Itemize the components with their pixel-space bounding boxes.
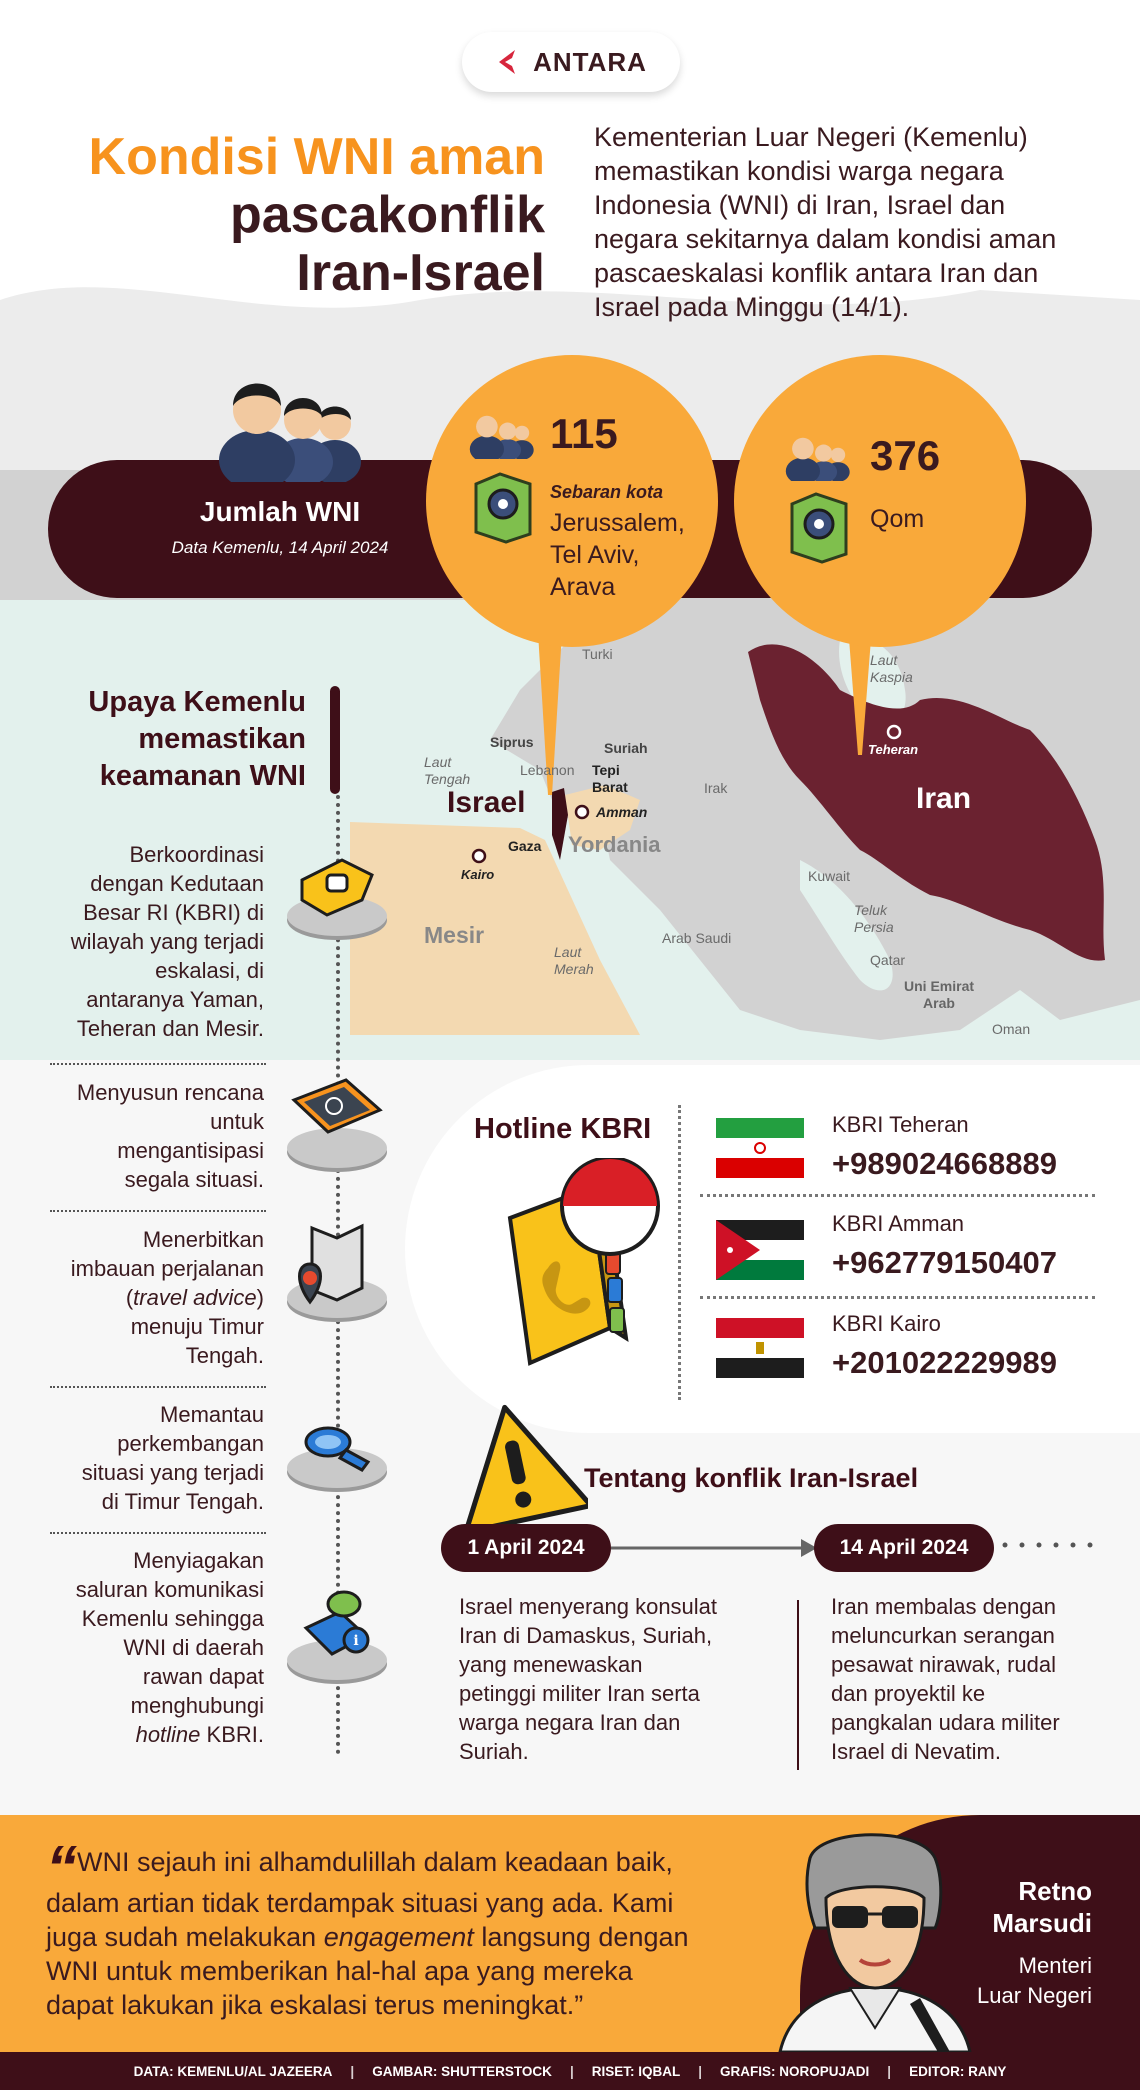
phonebook-indonesia-icon bbox=[490, 1158, 660, 1378]
credits-footer bbox=[0, 2052, 1140, 2090]
map-label-kuwait: Kuwait bbox=[808, 868, 851, 884]
quote-text bbox=[46, 1834, 756, 2022]
step-line: antaranya Yaman, bbox=[86, 987, 264, 1012]
event-line: Israel menyerang konsulat bbox=[459, 1594, 718, 1619]
iran-flag-icon bbox=[716, 1118, 804, 1178]
hotline-divider bbox=[678, 1105, 681, 1400]
timeline-arrow bbox=[611, 1536, 818, 1560]
step-line bbox=[71, 1283, 264, 1312]
step-line: Menyusun rencana bbox=[76, 1080, 264, 1105]
hotline-row-separator bbox=[700, 1296, 1095, 1299]
step-line: Menyiagakan bbox=[133, 1548, 264, 1573]
step-line: Berkoordinasi bbox=[129, 842, 264, 867]
hotline-title: Hotline KBRI bbox=[474, 1113, 652, 1145]
engagement-term: engagement bbox=[323, 1922, 474, 1952]
title-line-3: Iran-Israel bbox=[296, 244, 545, 302]
quote-line: WNI untuk memberikan hal-hal apa yang mereka bbox=[46, 1956, 633, 1986]
map-label-gaza: Gaza bbox=[508, 838, 542, 854]
kairo-marker bbox=[471, 848, 487, 864]
label-line: Laut bbox=[424, 754, 452, 770]
event-line: Suriah. bbox=[459, 1739, 529, 1764]
upaya-step-1 bbox=[71, 840, 264, 1043]
egypt-flag-icon bbox=[716, 1318, 804, 1378]
israel-wni-count: 115 bbox=[550, 410, 618, 457]
credit-item: EDITOR: RANY bbox=[909, 2063, 1007, 2079]
quote-line-text: WNI sejauh ini alhamdulillah dalam keadaan baik, bbox=[77, 1847, 673, 1877]
map-label-arab-saudi: Arab Saudi bbox=[662, 930, 732, 946]
speaker-name-line: Retno bbox=[1018, 1876, 1092, 1906]
map-label-uea bbox=[904, 978, 974, 1012]
hotline-number[interactable]: +989024668889 bbox=[832, 1146, 1057, 1181]
intro-paragraph: Kementerian Luar Negeri (Kemenlu) memastikan kondisi warga negara Indonesia (WNI) di Iran, Israel dan negara sekitarnya dalam kondisi aman pascaeskalasi konflik antara Iran dan Israel pada Minggu (14/1). bbox=[594, 122, 1057, 322]
timeline-date-2: 14 April 2024 bbox=[814, 1524, 994, 1572]
paren: ) bbox=[256, 1285, 264, 1310]
step-line: Memantau bbox=[160, 1402, 264, 1427]
map-label-laut-tengah bbox=[424, 754, 470, 788]
map-label-kairo: Kairo bbox=[461, 867, 495, 882]
travel-advice-term: travel advice bbox=[133, 1285, 257, 1310]
retno-marsudi-portrait bbox=[770, 1828, 980, 2052]
jumlah-wni-title: Jumlah WNI bbox=[199, 496, 361, 527]
city-item: Tel Aviv, bbox=[550, 541, 640, 569]
credit-item: GAMBAR: SHUTTERSTOCK bbox=[372, 2063, 552, 2079]
label-line: Kaspia bbox=[870, 669, 913, 685]
credit-item: GRAFIS: NOROPUJADI bbox=[720, 2063, 870, 2079]
teheran-marker bbox=[886, 724, 902, 740]
event-line: meluncurkan serangan bbox=[831, 1623, 1055, 1648]
label-line: Uni Emirat bbox=[904, 978, 975, 994]
label-line: Merah bbox=[554, 961, 594, 977]
speaker-caption bbox=[977, 1875, 1092, 2011]
warning-icon bbox=[448, 1400, 588, 1536]
map-label-tepi-barat bbox=[592, 762, 628, 796]
timeline-divider bbox=[797, 1600, 799, 1770]
upaya-title-line: memastikan bbox=[138, 723, 306, 755]
iran-count-bubble bbox=[734, 355, 1026, 647]
title-line-2: pascakonflik bbox=[229, 186, 545, 244]
map-label-yordania: Yordania bbox=[568, 832, 661, 857]
step-line: menghubungi bbox=[130, 1693, 264, 1718]
event-line: pangkalan udara militer bbox=[831, 1710, 1060, 1735]
label-line: Arab bbox=[923, 995, 955, 1011]
travel-map-icon bbox=[282, 1218, 392, 1328]
step-line: wilayah yang terjadi bbox=[70, 929, 264, 954]
event-line: Iran membalas dengan bbox=[831, 1594, 1057, 1619]
map-label-israel: Israel bbox=[447, 786, 526, 819]
step-line: untuk bbox=[210, 1109, 264, 1134]
step-line: Menerbitkan bbox=[142, 1227, 264, 1252]
step-line: eskalasi, di bbox=[155, 958, 264, 983]
hotline-term: hotline bbox=[135, 1722, 201, 1747]
credit-item: RISET: IQBAL bbox=[591, 2063, 681, 2079]
sebaran-kota-label: Sebaran kota bbox=[550, 482, 664, 502]
map-label-teluk-persia bbox=[854, 902, 894, 936]
page-title bbox=[89, 128, 545, 302]
credit-item: DATA: KEMENLU/AL JAZEERA bbox=[133, 2063, 333, 2079]
map-label-amman: Amman bbox=[596, 804, 648, 820]
city-item: Jerussalem, bbox=[550, 509, 685, 537]
step-line: di Timur Tengah. bbox=[101, 1489, 264, 1514]
paren: ( bbox=[125, 1285, 134, 1310]
map-pin-icon bbox=[786, 490, 852, 564]
quote-line-text: langsung dengan bbox=[473, 1922, 689, 1952]
timeline-date-1: 1 April 2024 bbox=[441, 1524, 611, 1572]
label-line: Tengah bbox=[424, 771, 471, 787]
speaker-role bbox=[977, 1951, 1092, 2011]
upaya-title bbox=[88, 684, 306, 795]
step-separator bbox=[50, 1063, 266, 1065]
credit-separator: | bbox=[887, 2063, 892, 2079]
map-label-irak: Irak bbox=[704, 780, 728, 796]
magnifier-icon bbox=[282, 1392, 392, 1502]
map-label-suriah: Suriah bbox=[604, 740, 648, 756]
plan-board-icon bbox=[282, 1070, 392, 1180]
step-line: Besar RI (KBRI) di bbox=[83, 900, 264, 925]
map-label-qatar: Qatar bbox=[870, 952, 906, 968]
svg-text:i: i bbox=[353, 1633, 359, 1649]
amman-marker bbox=[574, 804, 590, 820]
step-separator bbox=[50, 1532, 266, 1534]
step-line: perkembangan bbox=[117, 1431, 264, 1456]
credit-separator: | bbox=[350, 2063, 355, 2079]
antara-logo bbox=[462, 32, 680, 92]
step-line: Kemenlu sehingga bbox=[81, 1606, 264, 1631]
credit-separator: | bbox=[698, 2063, 703, 2079]
map-label-mesir: Mesir bbox=[424, 922, 485, 948]
upaya-title-line: keamanan WNI bbox=[99, 760, 306, 792]
map-label-lebanon: Lebanon bbox=[520, 762, 575, 778]
step-separator bbox=[50, 1210, 266, 1212]
quote-line bbox=[46, 1920, 756, 1954]
hotline-number[interactable]: +962779150407 bbox=[832, 1245, 1057, 1280]
event-line: Israel di Nevatim. bbox=[831, 1739, 1001, 1764]
chat-phone-icon bbox=[282, 1582, 392, 1692]
city-item: Arava bbox=[550, 573, 616, 601]
step-line: rawan dapat bbox=[142, 1664, 264, 1689]
konflik-title: Tentang konflik Iran-Israel bbox=[584, 1463, 919, 1493]
map-label-teheran: Teheran bbox=[868, 742, 919, 757]
hotline-name: KBRI Kairo bbox=[832, 1311, 941, 1336]
step-line: WNI di daerah bbox=[123, 1635, 264, 1660]
brand-name: ANTARA bbox=[533, 46, 647, 77]
label-line: Persia bbox=[854, 919, 894, 935]
step-line: Tengah. bbox=[185, 1343, 264, 1368]
step-line: situasi yang terjadi bbox=[81, 1460, 264, 1485]
map-label-laut-merah bbox=[554, 944, 594, 978]
label-line: Laut bbox=[870, 652, 898, 668]
step-line: dengan Kedutaan bbox=[90, 871, 264, 896]
step-line: menuju Timur bbox=[130, 1314, 264, 1339]
event-line: dan proyektil ke bbox=[831, 1681, 986, 1706]
step-line: saluran komunikasi bbox=[75, 1577, 264, 1602]
quote-mark-icon: “ bbox=[46, 1834, 71, 1903]
coordination-icon bbox=[282, 840, 392, 950]
upaya-step-3 bbox=[71, 1225, 264, 1370]
event-line: petinggi militer Iran serta bbox=[459, 1681, 700, 1706]
step-line-tail: KBRI. bbox=[200, 1722, 264, 1747]
jordan-flag-icon bbox=[716, 1220, 804, 1280]
title-line-1: Kondisi WNI aman bbox=[88, 128, 545, 186]
jumlah-wni-label bbox=[150, 496, 410, 558]
step-line: segala situasi. bbox=[124, 1167, 264, 1192]
step-line: Teheran dan Mesir. bbox=[76, 1016, 264, 1041]
step-line: mengantisipasi bbox=[117, 1138, 264, 1163]
speaker-name-line: Marsudi bbox=[992, 1908, 1092, 1938]
speaker-role-line: Luar Negeri bbox=[977, 1983, 1092, 2008]
map-label-laut-kaspia bbox=[870, 652, 913, 686]
map-label-turki: Turki bbox=[582, 646, 613, 662]
quote-line-text: juga sudah melakukan bbox=[46, 1922, 324, 1952]
event-line: Iran di Damaskus, Suriah, bbox=[459, 1623, 713, 1648]
upaya-step-4 bbox=[82, 1400, 264, 1516]
jumlah-wni-source: Data Kemenlu, 14 April 2024 bbox=[171, 538, 389, 557]
event-line: warga negara Iran dan bbox=[459, 1710, 681, 1735]
upaya-step-2 bbox=[77, 1078, 264, 1194]
label-line: Barat bbox=[592, 779, 628, 795]
upaya-title-line: Upaya Kemenlu bbox=[88, 686, 306, 718]
credit-separator: | bbox=[569, 2063, 574, 2079]
map-label-oman: Oman bbox=[992, 1021, 1031, 1037]
hotline-number[interactable]: +201022229989 bbox=[832, 1345, 1057, 1380]
hotline-name: KBRI Teheran bbox=[832, 1112, 969, 1137]
upaya-step-5 bbox=[76, 1546, 264, 1749]
step-line bbox=[76, 1720, 264, 1749]
antara-mark-icon bbox=[495, 47, 525, 77]
timeline-event-2 bbox=[831, 1592, 1060, 1766]
quote-line: dalam artian tidak terdampak situasi yang ada. Kami bbox=[46, 1888, 674, 1918]
timeline-continuation bbox=[1000, 1540, 1096, 1550]
people-icon bbox=[784, 427, 856, 481]
hotline-name: KBRI Amman bbox=[832, 1211, 965, 1236]
event-line: yang menewaskan bbox=[459, 1652, 643, 1677]
label-line: Tepi bbox=[592, 762, 620, 778]
people-group-icon bbox=[215, 362, 375, 482]
quote-line: dapat lakukan jika eskalasi terus meningkat.” bbox=[46, 1990, 584, 2020]
label-line: Teluk bbox=[854, 902, 887, 918]
timeline-event-1 bbox=[459, 1592, 717, 1766]
label-line: Laut bbox=[554, 944, 582, 960]
map-label-iran: Iran bbox=[916, 782, 972, 815]
iran-wni-count: 376 bbox=[870, 432, 941, 479]
hotline-row-separator bbox=[700, 1194, 1095, 1197]
israel-cities bbox=[550, 507, 685, 603]
iran-city: Qom bbox=[870, 505, 925, 533]
map-pin-icon bbox=[470, 470, 536, 544]
people-icon bbox=[468, 405, 540, 459]
upaya-title-bar bbox=[330, 686, 340, 794]
step-line: imbauan perjalanan bbox=[70, 1256, 264, 1281]
map-label-siprus: Siprus bbox=[490, 734, 534, 750]
event-line: pesawat nirawak, rudal bbox=[831, 1652, 1057, 1677]
step-separator bbox=[50, 1386, 266, 1388]
speaker-role-line: Menteri bbox=[1018, 1953, 1092, 1978]
